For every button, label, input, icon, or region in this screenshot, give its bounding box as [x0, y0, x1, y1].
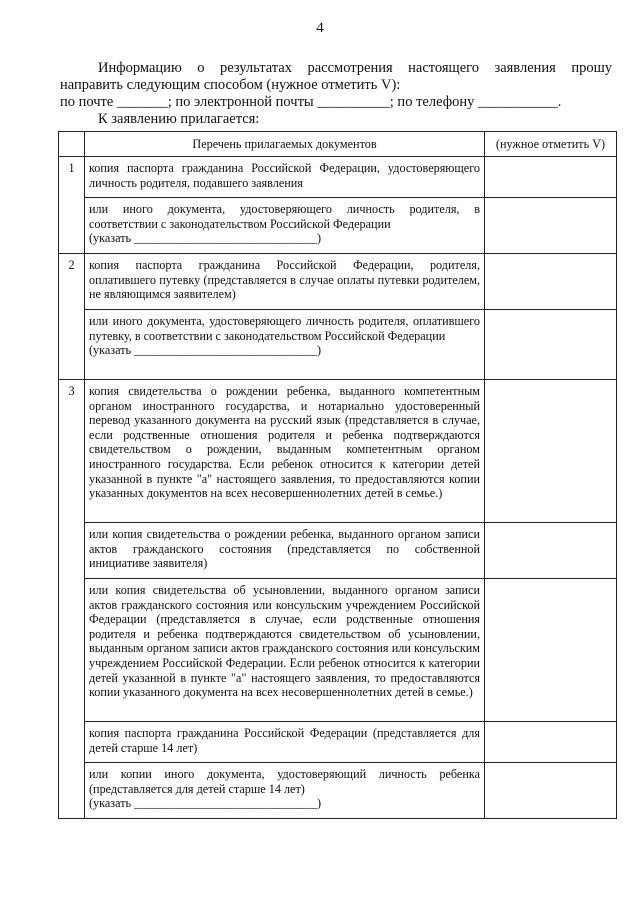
attached-documents-table [58, 131, 617, 819]
specify-field: (указать ______________________________) [89, 796, 322, 811]
document-item [85, 523, 485, 579]
mark-cell[interactable] [485, 380, 617, 523]
row-number: 3 [59, 380, 85, 819]
header-mark: (нужное отметить V) [485, 132, 617, 157]
intro-line-2: направить следующим способом (нужное отметить V): [60, 77, 401, 93]
document-item [85, 380, 485, 523]
mark-cell[interactable] [485, 157, 617, 198]
row-number: 1 [59, 157, 85, 254]
document-text: копия свидетельства о рождении ребенка, выданного компетентным органом иностранного государства, и нотариально удостоверенный перевод указанного документа на русский язык (представляется в случае, если родственные отношения родителя и ребенка подтверждаются свидетельством о рождении, выданным компетентным органом иностранного государства. Если ребенок относится к категории детей указанной в пункте "а" настоящего заявления, то предоставляются копии указанных документов на всех несовершеннолетних детей в семье.) [89, 384, 480, 501]
document-item [85, 157, 485, 198]
document-item [85, 254, 485, 310]
mark-cell[interactable] [485, 254, 617, 310]
mark-cell[interactable] [485, 763, 617, 819]
table-row [59, 157, 617, 198]
page-number: 4 [316, 20, 324, 36]
table-header-row [59, 132, 617, 157]
table-row [59, 198, 617, 254]
document-item [85, 579, 485, 722]
document-item [85, 198, 485, 254]
document-text: или копии иного документа, удостоверяющий личность ребенка (представляется для детей старше 14 лет) [89, 767, 480, 796]
attachments-heading: К заявлению прилагается: [98, 111, 260, 127]
document-text: копия паспорта гражданина Российской Федерации (представляется для детей старше 14 лет) [89, 726, 480, 755]
specify-field: (указать ______________________________) [89, 231, 322, 246]
table-row [59, 254, 617, 310]
mark-cell[interactable] [485, 310, 617, 380]
table-row [59, 380, 617, 523]
specify-field: (указать ______________________________) [89, 343, 322, 358]
contact-methods-line: по почте _______; по электронной почты __________; по телефону ___________. [60, 94, 562, 110]
mark-cell[interactable] [485, 722, 617, 763]
mark-cell[interactable] [485, 579, 617, 722]
intro-line-1: Информацию о результатах рассмотрения настоящего заявления прошу [98, 60, 612, 76]
document-text: копия паспорта гражданина Российской Федерации, удостоверяющего личность родителя, подавшего заявления [89, 161, 480, 190]
document-item [85, 722, 485, 763]
document-text: или иного документа, удостоверяющего личность родителя, оплатившего путевку, в соответствии с законодательством Российской Федерации [89, 314, 480, 343]
table-row [59, 763, 617, 819]
table-row [59, 523, 617, 579]
mark-cell[interactable] [485, 198, 617, 254]
document-item [85, 763, 485, 819]
row-number: 2 [59, 254, 85, 380]
intro-block [60, 60, 612, 128]
document-text: или копия свидетельства о рождении ребенка, выданного органом записи актов гражданского состояния (представляется по собственной инициативе заявителя) [89, 527, 480, 571]
table-row [59, 722, 617, 763]
header-number-cell [59, 132, 85, 157]
mark-cell[interactable] [485, 523, 617, 579]
document-text: или копия свидетельства об усыновлении, выданного органом записи актов гражданского состояния или консульским учреждением Российской Федерации (представляется в случае, если родственные отношения родителя и ребенка подтверждаются свидетельством об усыновлении, выданным органом записи актов гражданского состояния или консульским учреждением Российской Федерации. Если ребенок относится к категории детей указанной в пункте "а" настоящего заявления, то предоставляются копии указанного документа на всех несовершеннолетних детей в семье.) [89, 583, 480, 700]
table-row [59, 579, 617, 722]
document-text: или иного документа, удостоверяющего личность родителя, в соответствии с законодательством Российской Федерации [89, 202, 480, 231]
document-item [85, 310, 485, 380]
document-text: копия паспорта гражданина Российской Федерации, родителя, оплатившего путевку (представляется в случае оплаты путевки родителем, не являющимся заявителем) [89, 258, 480, 302]
table-row [59, 310, 617, 380]
header-docs: Перечень прилагаемых документов [85, 132, 485, 157]
